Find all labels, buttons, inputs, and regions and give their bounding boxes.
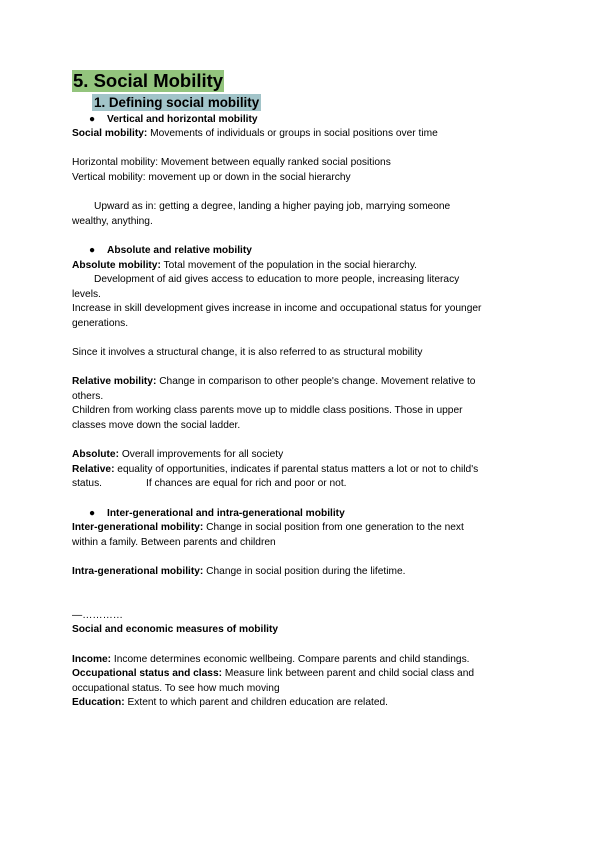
horizontal-mobility: Horizontal mobility: Movement between equally ranked social positions: [72, 157, 391, 169]
children-line-cont: classes move down the social ladder.: [72, 420, 241, 432]
skill-line-cont: generations.: [72, 317, 129, 329]
aid-line: Development of aid gives access to education to more people, increasing literacy: [94, 274, 460, 286]
intra-generational-def: Intra-generational mobility: Change in social position during the lifetime.: [72, 566, 406, 577]
upward-example-cont: wealthy, anything.: [72, 215, 153, 227]
relative-mobility-def: Relative mobility: Change in comparison to other people's change. Movement relative to: [72, 376, 476, 388]
social-mobility-def: Social mobility: Movements of individuals or groups in social positions over time: [72, 128, 438, 140]
absolute-summary: Absolute: Overall improvements for all society: [72, 449, 284, 461]
document-page: [72, 70, 532, 711]
skill-line: Increase in skill development gives increase in income and occupational status for younger: [72, 303, 482, 315]
title-row: [72, 70, 532, 94]
relative-mobility-cont: others.: [72, 390, 104, 402]
occupational-line-cont: occupational status. To see how much moving: [72, 682, 280, 694]
absolute-mobility-def: Absolute mobility: Total movement of the population in the social hierarchy.: [72, 259, 418, 271]
education-line: Education: Extent to which parent and children education are related.: [72, 697, 388, 709]
structural-line: Since it involves a structural change, it is also referred to as structural mobility: [72, 347, 423, 359]
inter-generational-def: Inter-generational mobility: Change in social position from one generation to the next: [72, 522, 464, 534]
page-title: 5. Social Mobility: [73, 70, 224, 91]
aid-line-cont: levels.: [72, 288, 101, 300]
inter-generational-cont: within a family. Between parents and children: [72, 536, 276, 548]
separator: —…………: [72, 609, 123, 621]
children-line: Children from working class parents move up to middle class positions. Those in upper: [72, 405, 463, 417]
bullet-vertical-horizontal: ● Vertical and horizontal mobility: [72, 113, 532, 128]
measures-heading: Social and economic measures of mobility: [72, 624, 279, 636]
vertical-mobility: Vertical mobility: movement up or down in the social hierarchy: [72, 171, 351, 183]
section-heading: 1. Defining social mobility: [94, 95, 260, 110]
income-line: Income: Income determines economic wellbeing. Compare parents and child standings.: [72, 653, 470, 665]
bullet-absolute-relative: ● Absolute and relative mobility: [72, 244, 532, 259]
upward-example: Upward as in: getting a degree, landing a higher paying job, marrying someone: [94, 201, 451, 213]
bullet-generational: ● Inter-generational and intra-generational mobility: [72, 507, 532, 522]
bullet-icon: ●: [89, 507, 96, 519]
bullet-icon: ●: [89, 113, 96, 125]
relative-summary-cont: status. If chances are equal for rich and poor or not.: [72, 478, 347, 490]
occupational-line: Occupational status and class: Measure link between parent and child social class and: [72, 668, 475, 680]
bullet-icon: ●: [89, 244, 96, 256]
relative-summary: Relative: equality of opportunities, indicates if parental status matters a lot or not to child's: [72, 463, 479, 475]
subtitle-row: [72, 94, 532, 113]
